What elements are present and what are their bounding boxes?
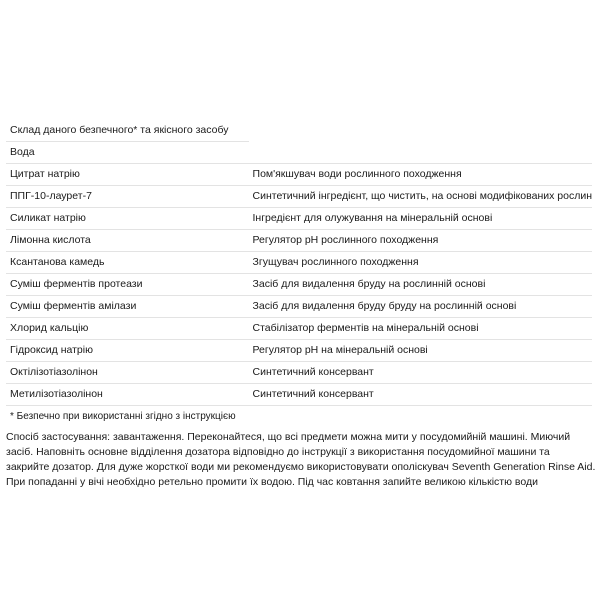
table-row <box>6 208 592 230</box>
table-header-blank <box>249 120 592 142</box>
table-row <box>6 186 592 208</box>
footnote-row <box>6 406 592 427</box>
ingredient-name: Цитрат натрію <box>6 164 249 186</box>
footnote: * Безпечно при використанні згідно з інструкцією <box>10 410 236 422</box>
ingredient-description: Синтетичний консервант <box>249 384 592 406</box>
table-row <box>6 230 592 252</box>
ingredient-name: Суміш ферментів амілази <box>6 296 249 318</box>
ingredient-description: Засіб для видалення бруду бруду на рослинній основі <box>249 296 592 318</box>
table-row <box>6 252 592 274</box>
ingredient-description <box>249 142 592 164</box>
ingredient-description: Засіб для видалення бруду на рослинній основі <box>249 274 592 296</box>
ingredient-name: Силикат натрію <box>6 208 249 230</box>
ingredient-name: Вода <box>6 142 249 164</box>
table-row <box>6 296 592 318</box>
ingredient-description: Синтетичний інгредієнт, що чистить, на основі модифікованих рослин <box>249 186 592 208</box>
ingredient-name: Метилізотіазолінон <box>6 384 249 406</box>
table-row <box>6 384 592 406</box>
ingredient-description: Пом'якшувач води рослинного походження <box>249 164 592 186</box>
ingredient-name: Ксантанова камедь <box>6 252 249 274</box>
ingredient-name: Гідроксид натрію <box>6 340 249 362</box>
ingredient-description: Регулятор pH рослинного походження <box>249 230 592 252</box>
ingredients-table <box>6 120 592 426</box>
table-row <box>6 164 592 186</box>
ingredient-description: Регулятор pH на мінеральній основі <box>249 340 592 362</box>
ingredient-name: ППГ-10-лаурет-7 <box>6 186 249 208</box>
ingredient-name: Октілізотіазолінон <box>6 362 249 384</box>
ingredient-description: Згущувач рослинного походження <box>249 252 592 274</box>
table-row <box>6 274 592 296</box>
table-row <box>6 318 592 340</box>
ingredient-description: Стабілізатор ферментів на мінеральній основі <box>249 318 592 340</box>
ingredient-name: Суміш ферментів протеази <box>6 274 249 296</box>
table-header: Склад даного безпечного* та якісного засобу <box>6 120 249 142</box>
table-row <box>6 142 592 164</box>
ingredient-name: Лімонна кислота <box>6 230 249 252</box>
ingredient-description: Інгредієнт для олужування на мінеральній основі <box>249 208 592 230</box>
ingredient-name: Хлорид кальцію <box>6 318 249 340</box>
usage-instructions: Спосіб застосування: завантаження. Переконайтеся, що всі предмети можна мити у посудомийній машині. Миючий засіб. Наповніть основне відділення дозатора відповідно до інструкції з використання посудомийної машини та закрийте дозатор. Для дуже жорсткої води ми рекомендуємо використовувати ополіскувач Seventh Generation Rinse Aid. При попаданні у вічі необхідно ретельно промити їх водою. Під час ковтання запийте великою кількістю води <box>6 431 596 488</box>
ingredient-description: Синтетичний консервант <box>249 362 592 384</box>
table-row <box>6 340 592 362</box>
table-header-row <box>6 120 592 142</box>
table-row <box>6 362 592 384</box>
